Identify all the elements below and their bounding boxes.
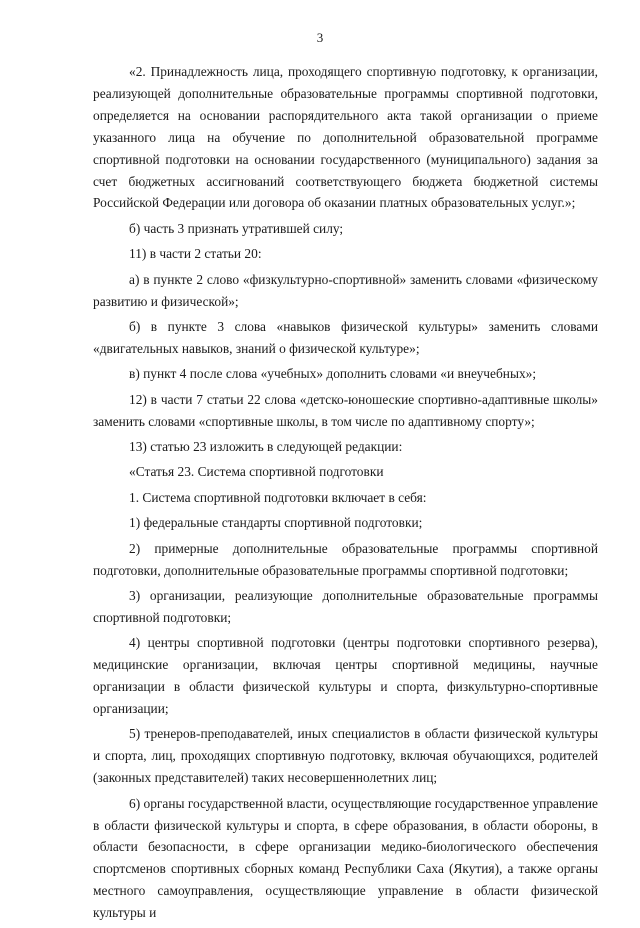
- paragraph: «Статья 23. Система спортивной подготовки: [129, 464, 384, 480]
- paragraph: 3) организации, реализующие дополнительные образовательные программы спортивной подготовки;: [93, 587, 598, 625]
- paragraph: 1. Система спортивной подготовки включает в себя:: [129, 489, 427, 505]
- paragraph: 13) статью 23 изложить в следующей редакции:: [129, 439, 403, 454]
- paragraph: 5) тренеров-преподавателей, иных специалистов в области физической культуры и спорта, лиц, проходящих спортивную подготовку, включая обучающихся, родителей (законных представителей) таких несовершеннолетних лиц;: [93, 726, 598, 786]
- paragraph: 4) центры спортивной подготовки (центры подготовки спортивного резерва), медицинские организации, включая центры спортивной медицины, научные организации в области физической культуры и спорта, физкультурно-спортивные организации;: [93, 635, 598, 716]
- paragraph: в) пункт 4 после слова «учебных» дополнить словами «и внеучебных»;: [129, 366, 537, 382]
- paragraph: «2. Принадлежность лица, проходящего спортивную подготовку, к организации, реализующей дополнительные образовательные программы спортивной подготовки, определяется на основании распорядительного акта такой организации о приеме указанного лица на обучение по дополнительной образовательной программе спортивной подготовки на основании государственного (муниципального) задания за счет бюджетных ассигнований соответствующего бюджета бюджетной системы Российской Федерации или договора об оказании платных образовательных услуг.»;: [93, 64, 598, 211]
- paragraph: б) в пункте 3 слова «навыков физической культуры» заменить словами «двигательных навыков, знаний о физической культуре»;: [93, 318, 598, 356]
- document-body: [93, 61, 598, 928]
- paragraph: 12) в части 7 статьи 22 слова «детско-юношеские спортивно-адаптивные школы» заменить словами «спортивные школы, в том числе по адаптивному спорту»;: [93, 391, 598, 429]
- paragraph: 2) примерные дополнительные образовательные программы спортивной подготовки, дополнительные образовательные программы спортивной подготовки;: [93, 540, 598, 578]
- paragraph: а) в пункте 2 слово «физкультурно-спортивной» заменить словами «физическому развитию и физической»;: [93, 271, 598, 309]
- paragraph: 1) федеральные стандарты спортивной подготовки;: [129, 515, 423, 531]
- paragraph: б) часть 3 признать утратившей силу;: [129, 220, 344, 236]
- paragraph: 6) органы государственной власти, осуществляющие государственное управление в области физической культуры и спорта, в сфере образования, в области обороны, в области безопасности, в сфере организации медико-биологического обеспечения спортсменов спортивных сборных команд Республики Саха (Якутия), а также органы местного самоуправления, осуществляющие управление в области физической культуры и: [93, 795, 598, 921]
- page-number: 3: [316, 30, 324, 45]
- paragraph: 11) в части 2 статьи 20:: [129, 246, 262, 262]
